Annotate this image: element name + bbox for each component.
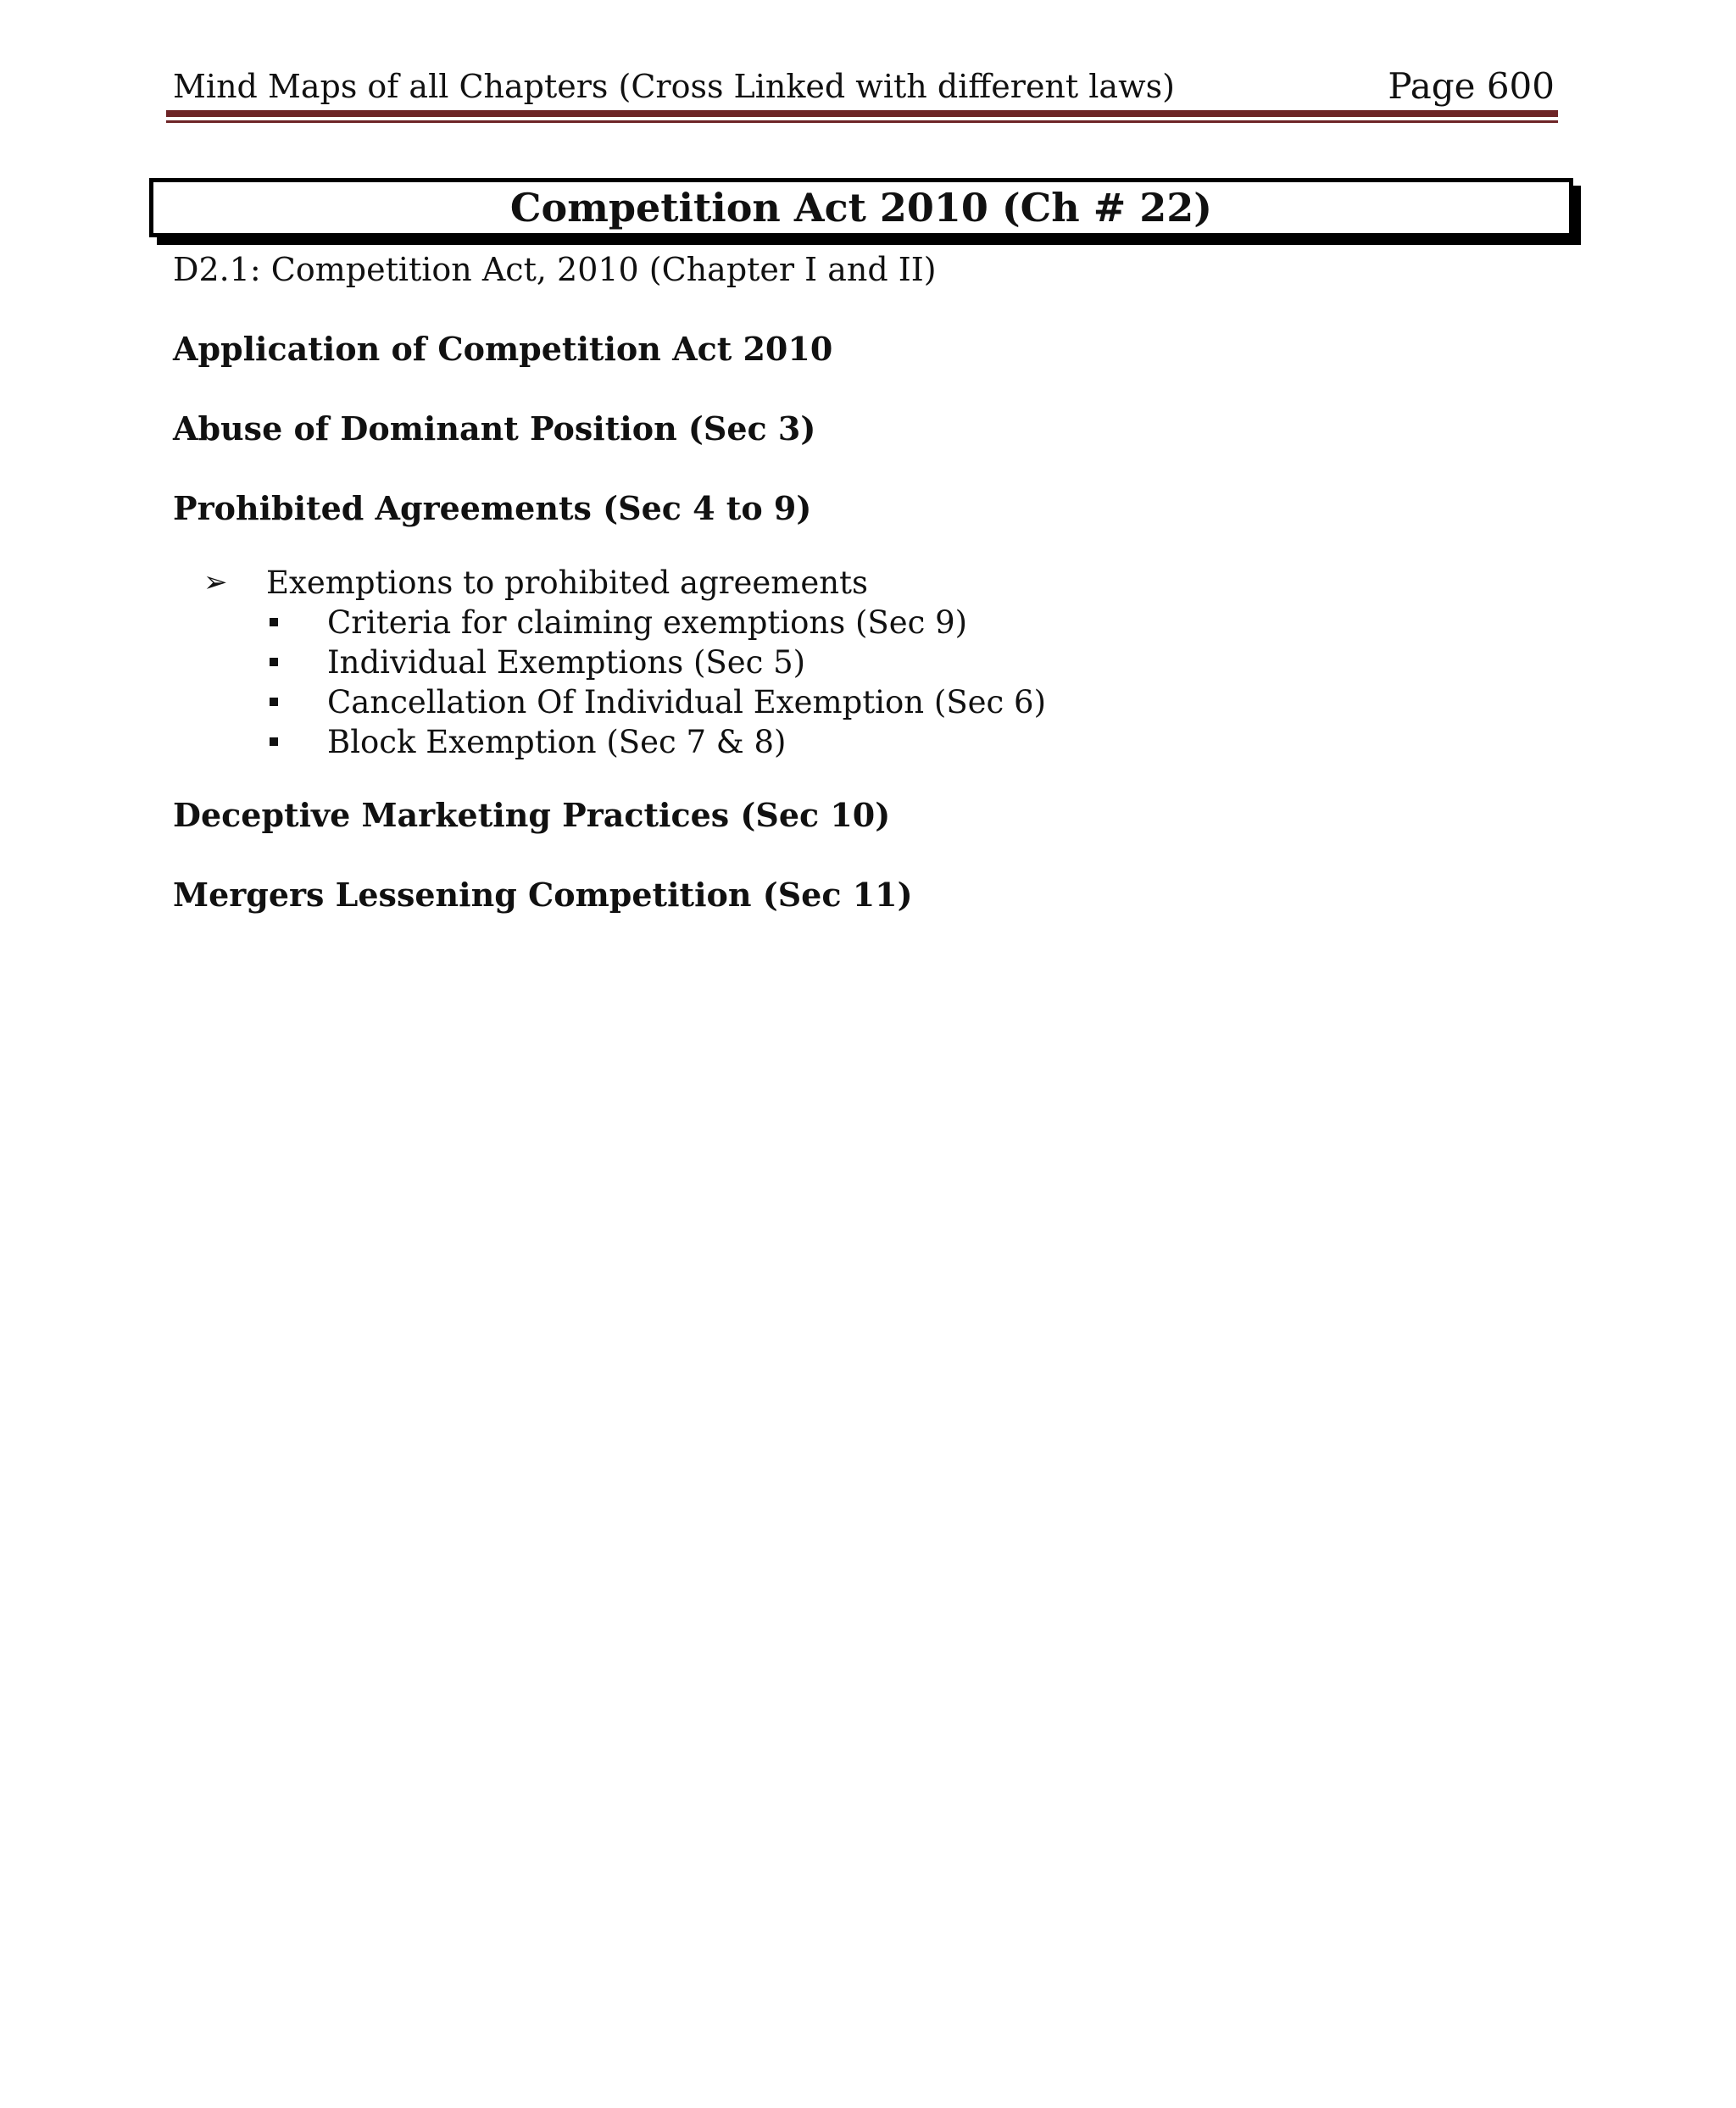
heading-prohibited: Prohibited Agreements (Sec 4 to 9) xyxy=(173,489,812,527)
page-header xyxy=(173,61,1555,112)
heading-deceptive: Deceptive Marketing Practices (Sec 10) xyxy=(173,796,891,834)
list-item xyxy=(173,682,1555,722)
page-number: Page 600 xyxy=(1388,65,1555,107)
list-item xyxy=(173,642,1555,682)
list-item xyxy=(173,722,1555,762)
header-title: Mind Maps of all Chapters (Cross Linked with different laws) xyxy=(173,68,1175,105)
square-bullet-icon xyxy=(270,658,278,666)
square-bullet-icon xyxy=(270,737,278,746)
square-bullet-icon xyxy=(270,618,278,626)
heading-application: Application of Competition Act 2010 xyxy=(173,330,833,368)
page-content xyxy=(173,244,1555,921)
header-rule-thick xyxy=(166,110,1558,117)
arrow-bullet-icon: ➢ xyxy=(203,565,228,599)
list-item xyxy=(173,563,1555,603)
heading-mergers: Mergers Lessening Competition (Sec 11) xyxy=(173,876,913,914)
section-subtitle: D2.1: Competition Act, 2010 (Chapter I and II) xyxy=(173,251,937,288)
header-rule-thin xyxy=(166,120,1558,123)
exemption-item: Criteria for claiming exemptions (Sec 9) xyxy=(327,604,968,641)
exemption-item: Individual Exemptions (Sec 5) xyxy=(327,644,806,681)
chapter-title: Competition Act 2010 (Ch # 22) xyxy=(509,185,1213,231)
exemptions-label: Exemptions to prohibited agreements xyxy=(266,565,868,601)
exemptions-list xyxy=(173,563,1555,762)
exemption-item: Block Exemption (Sec 7 & 8) xyxy=(327,724,787,760)
chapter-title-box xyxy=(149,178,1573,237)
exemption-item: Cancellation Of Individual Exemption (Sec 6) xyxy=(327,684,1047,720)
heading-abuse: Abuse of Dominant Position (Sec 3) xyxy=(173,409,816,448)
list-item xyxy=(173,603,1555,642)
square-bullet-icon xyxy=(270,698,278,706)
